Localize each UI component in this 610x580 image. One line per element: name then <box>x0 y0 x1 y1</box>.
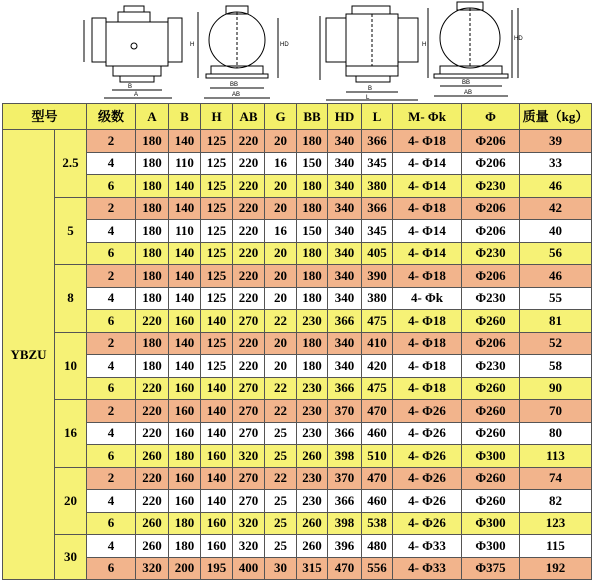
cell-b: 140 <box>169 175 201 198</box>
table-row <box>3 557 592 580</box>
label-HD-1: HD <box>280 42 289 48</box>
cell-ab: 220 <box>233 242 265 265</box>
cell-bb: 180 <box>297 265 328 288</box>
cell-ab: 220 <box>233 265 265 288</box>
cell-m: 4- Φ14 <box>393 242 462 265</box>
cell-g: 25 <box>265 490 297 513</box>
cell-a: 220 <box>136 467 169 490</box>
cell-phi: Φ230 <box>462 355 520 378</box>
cell-m: 4- Φ18 <box>393 130 462 153</box>
size-cell: 10 <box>55 332 87 400</box>
cell-poles: 4 <box>87 152 136 175</box>
cell-hd: 340 <box>328 355 362 378</box>
cell-h: 140 <box>201 310 233 333</box>
cell-l: 345 <box>362 152 393 175</box>
cell-ab: 220 <box>233 175 265 198</box>
cell-m: 4- Φ33 <box>393 535 462 558</box>
cell-ab: 400 <box>233 557 265 580</box>
cell-poles: 4 <box>87 355 136 378</box>
cell-poles: 4 <box>87 220 136 243</box>
cell-h: 125 <box>201 220 233 243</box>
cell-ab: 270 <box>233 377 265 400</box>
cell-ab: 320 <box>233 512 265 535</box>
size-cell: 16 <box>55 400 87 468</box>
size-cell: 20 <box>55 467 87 535</box>
cell-mass: 70 <box>520 400 592 423</box>
cell-bb: 180 <box>297 242 328 265</box>
cell-a: 260 <box>136 445 169 468</box>
cell-poles: 4 <box>87 287 136 310</box>
cell-mass: 55 <box>520 287 592 310</box>
drawing-side-view-1 <box>84 6 182 98</box>
cell-g: 25 <box>265 445 297 468</box>
cell-hd: 340 <box>328 220 362 243</box>
cell-poles: 6 <box>87 557 136 580</box>
cell-ab: 270 <box>233 467 265 490</box>
cell-phi: Φ300 <box>462 512 520 535</box>
cell-phi: Φ260 <box>462 422 520 445</box>
cell-phi: Φ206 <box>462 332 520 355</box>
table-row <box>3 332 592 355</box>
table-row <box>3 265 592 288</box>
cell-a: 180 <box>136 332 169 355</box>
cell-b: 140 <box>169 130 201 153</box>
cell-h: 125 <box>201 265 233 288</box>
cell-mass: 39 <box>520 130 592 153</box>
cell-mass: 115 <box>520 535 592 558</box>
cell-bb: 180 <box>297 197 328 220</box>
cell-b: 160 <box>169 377 201 400</box>
cell-ab: 220 <box>233 130 265 153</box>
cell-h: 125 <box>201 152 233 175</box>
cell-mass: 123 <box>520 512 592 535</box>
column-header: Φ <box>462 104 520 130</box>
cell-mass: 74 <box>520 467 592 490</box>
cell-g: 16 <box>265 220 297 243</box>
cell-poles: 2 <box>87 265 136 288</box>
label-L-2: L <box>366 95 370 101</box>
column-header: L <box>362 104 393 130</box>
cell-mass: 90 <box>520 377 592 400</box>
cell-mass: 40 <box>520 220 592 243</box>
cell-bb: 180 <box>297 332 328 355</box>
column-header: BB <box>297 104 328 130</box>
cell-hd: 366 <box>328 377 362 400</box>
cell-h: 160 <box>201 512 233 535</box>
cell-bb: 260 <box>297 512 328 535</box>
cell-poles: 2 <box>87 197 136 220</box>
label-BB-1: BB <box>230 82 239 88</box>
label-H-2: H <box>422 42 427 48</box>
cell-bb: 315 <box>297 557 328 580</box>
cell-mass: 42 <box>520 197 592 220</box>
size-cell: 2.5 <box>55 130 87 198</box>
cell-mass: 46 <box>520 175 592 198</box>
cell-a: 180 <box>136 175 169 198</box>
cell-b: 180 <box>169 445 201 468</box>
cell-poles: 4 <box>87 422 136 445</box>
cell-h: 195 <box>201 557 233 580</box>
cell-b: 140 <box>169 197 201 220</box>
cell-ab: 220 <box>233 332 265 355</box>
table-row <box>3 535 592 558</box>
table-row <box>3 445 592 468</box>
cell-g: 22 <box>265 467 297 490</box>
table-row <box>3 400 592 423</box>
cell-phi: Φ375 <box>462 557 520 580</box>
cell-ab: 220 <box>233 197 265 220</box>
cell-h: 140 <box>201 467 233 490</box>
cell-poles: 6 <box>87 445 136 468</box>
cell-hd: 366 <box>328 422 362 445</box>
cell-mass: 82 <box>520 490 592 513</box>
cell-phi: Φ206 <box>462 130 520 153</box>
table-row <box>3 287 592 310</box>
label-H-1: H <box>190 42 195 48</box>
cell-g: 20 <box>265 355 297 378</box>
cell-b: 140 <box>169 265 201 288</box>
cell-g: 20 <box>265 265 297 288</box>
cell-a: 320 <box>136 557 169 580</box>
cell-mass: 52 <box>520 332 592 355</box>
table-row <box>3 197 592 220</box>
cell-hd: 366 <box>328 490 362 513</box>
cell-m: 4- Φ26 <box>393 445 462 468</box>
cell-l: 380 <box>362 287 393 310</box>
cell-a: 180 <box>136 130 169 153</box>
cell-poles: 4 <box>87 490 136 513</box>
cell-h: 140 <box>201 377 233 400</box>
cell-l: 390 <box>362 265 393 288</box>
cell-bb: 230 <box>297 490 328 513</box>
label-AB-2: AB <box>464 90 473 96</box>
label-B-2: B <box>368 86 373 92</box>
cell-b: 180 <box>169 535 201 558</box>
cell-g: 22 <box>265 377 297 400</box>
table-row <box>3 175 592 198</box>
cell-l: 556 <box>362 557 393 580</box>
cell-poles: 6 <box>87 512 136 535</box>
cell-l: 510 <box>362 445 393 468</box>
cell-m: 4- Φ33 <box>393 557 462 580</box>
cell-poles: 2 <box>87 332 136 355</box>
cell-a: 180 <box>136 152 169 175</box>
cell-l: 366 <box>362 197 393 220</box>
cell-a: 180 <box>136 355 169 378</box>
cell-phi: Φ260 <box>462 310 520 333</box>
cell-h: 125 <box>201 332 233 355</box>
label-BB-2: BB <box>462 80 471 86</box>
cell-a: 180 <box>136 287 169 310</box>
cell-a: 220 <box>136 310 169 333</box>
cell-b: 140 <box>169 355 201 378</box>
cell-hd: 340 <box>328 197 362 220</box>
cell-l: 475 <box>362 377 393 400</box>
cell-a: 180 <box>136 197 169 220</box>
cell-g: 20 <box>265 332 297 355</box>
table-row <box>3 467 592 490</box>
cell-mass: 192 <box>520 557 592 580</box>
cell-l: 480 <box>362 535 393 558</box>
cell-a: 260 <box>136 535 169 558</box>
cell-g: 16 <box>265 152 297 175</box>
cell-b: 160 <box>169 422 201 445</box>
cell-h: 125 <box>201 175 233 198</box>
cell-mass: 33 <box>520 152 592 175</box>
cell-ab: 270 <box>233 422 265 445</box>
cell-mass: 46 <box>520 265 592 288</box>
cell-h: 160 <box>201 445 233 468</box>
cell-m: 4- Φ18 <box>393 197 462 220</box>
column-header: HD <box>328 104 362 130</box>
cell-b: 140 <box>169 242 201 265</box>
cell-l: 345 <box>362 220 393 243</box>
cell-g: 20 <box>265 130 297 153</box>
cell-b: 110 <box>169 152 201 175</box>
cell-ab: 270 <box>233 400 265 423</box>
cell-h: 140 <box>201 422 233 445</box>
cell-m: 4- Φ14 <box>393 152 462 175</box>
cell-a: 220 <box>136 377 169 400</box>
cell-hd: 396 <box>328 535 362 558</box>
column-header: H <box>201 104 233 130</box>
size-cell: 8 <box>55 265 87 333</box>
cell-l: 410 <box>362 332 393 355</box>
cell-ab: 220 <box>233 152 265 175</box>
cell-b: 160 <box>169 490 201 513</box>
cell-g: 20 <box>265 242 297 265</box>
cell-bb: 180 <box>297 355 328 378</box>
cell-ab: 220 <box>233 355 265 378</box>
cell-hd: 340 <box>328 242 362 265</box>
cell-poles: 2 <box>87 467 136 490</box>
cell-phi: Φ260 <box>462 467 520 490</box>
cell-phi: Φ230 <box>462 242 520 265</box>
label-HD-2: HD <box>514 36 523 42</box>
cell-m: 4- Φ18 <box>393 355 462 378</box>
cell-bb: 180 <box>297 175 328 198</box>
cell-hd: 340 <box>328 152 362 175</box>
cell-m: 4- Φ14 <box>393 175 462 198</box>
cell-l: 460 <box>362 422 393 445</box>
cell-phi: Φ206 <box>462 265 520 288</box>
cell-g: 20 <box>265 175 297 198</box>
cell-b: 200 <box>169 557 201 580</box>
label-B-1: B <box>128 84 133 90</box>
cell-hd: 398 <box>328 512 362 535</box>
column-header: A <box>136 104 169 130</box>
cell-b: 140 <box>169 287 201 310</box>
cell-poles: 6 <box>87 175 136 198</box>
cell-l: 475 <box>362 310 393 333</box>
cell-m: 4- Φ26 <box>393 467 462 490</box>
cell-m: 4- Φ18 <box>393 265 462 288</box>
cell-a: 220 <box>136 490 169 513</box>
table-header <box>3 104 592 130</box>
cell-bb: 230 <box>297 310 328 333</box>
cell-b: 160 <box>169 310 201 333</box>
cell-h: 160 <box>201 535 233 558</box>
cell-hd: 340 <box>328 332 362 355</box>
cell-ab: 220 <box>233 287 265 310</box>
cell-h: 125 <box>201 242 233 265</box>
column-header: M- Φk <box>393 104 462 130</box>
cell-g: 20 <box>265 197 297 220</box>
table-row <box>3 512 592 535</box>
cell-poles: 2 <box>87 130 136 153</box>
cell-m: 4- Φ26 <box>393 490 462 513</box>
cell-h: 140 <box>201 400 233 423</box>
cell-hd: 340 <box>328 265 362 288</box>
cell-l: 420 <box>362 355 393 378</box>
cell-ab: 320 <box>233 535 265 558</box>
column-header: B <box>169 104 201 130</box>
table-row <box>3 242 592 265</box>
cell-bb: 150 <box>297 152 328 175</box>
cell-mass: 58 <box>520 355 592 378</box>
size-cell: 30 <box>55 535 87 580</box>
cell-ab: 320 <box>233 445 265 468</box>
cell-m: 4- Φ26 <box>393 512 462 535</box>
cell-h: 125 <box>201 197 233 220</box>
cell-poles: 2 <box>87 400 136 423</box>
cell-hd: 366 <box>328 310 362 333</box>
cell-mass: 81 <box>520 310 592 333</box>
cell-g: 22 <box>265 310 297 333</box>
cell-poles: 6 <box>87 377 136 400</box>
cell-b: 160 <box>169 467 201 490</box>
table-row <box>3 152 592 175</box>
cell-l: 366 <box>362 130 393 153</box>
cell-phi: Φ300 <box>462 445 520 468</box>
cell-g: 30 <box>265 557 297 580</box>
cell-bb: 230 <box>297 422 328 445</box>
cell-mass: 56 <box>520 242 592 265</box>
cell-b: 180 <box>169 512 201 535</box>
cell-bb: 260 <box>297 445 328 468</box>
cell-b: 140 <box>169 332 201 355</box>
column-header: 质量（kg） <box>520 104 592 130</box>
cell-l: 470 <box>362 400 393 423</box>
label-A-1: A <box>134 92 139 98</box>
dimension-drawings <box>0 0 610 103</box>
cell-ab: 270 <box>233 310 265 333</box>
cell-poles: 4 <box>87 535 136 558</box>
cell-a: 260 <box>136 512 169 535</box>
cell-hd: 340 <box>328 130 362 153</box>
cell-bb: 230 <box>297 467 328 490</box>
table-row <box>3 130 592 153</box>
cell-phi: Φ260 <box>462 400 520 423</box>
cell-m: 4- Φ26 <box>393 422 462 445</box>
cell-hd: 340 <box>328 175 362 198</box>
cell-a: 180 <box>136 265 169 288</box>
cell-phi: Φ206 <box>462 152 520 175</box>
label-AB-1: AB <box>232 92 241 98</box>
cell-a: 220 <box>136 422 169 445</box>
cell-m: 4- Φk <box>393 287 462 310</box>
cell-phi: Φ206 <box>462 197 520 220</box>
cell-bb: 180 <box>297 130 328 153</box>
cell-phi: Φ300 <box>462 535 520 558</box>
cell-hd: 470 <box>328 557 362 580</box>
cell-m: 4- Φ26 <box>393 400 462 423</box>
model-cell: YBZU <box>3 130 55 580</box>
cell-hd: 370 <box>328 467 362 490</box>
table-row <box>3 490 592 513</box>
cell-phi: Φ230 <box>462 287 520 310</box>
cell-g: 25 <box>265 535 297 558</box>
cell-mass: 80 <box>520 422 592 445</box>
cell-hd: 340 <box>328 287 362 310</box>
cell-b: 160 <box>169 400 201 423</box>
cell-a: 180 <box>136 242 169 265</box>
cell-g: 20 <box>265 287 297 310</box>
cell-bb: 230 <box>297 400 328 423</box>
table-row <box>3 310 592 333</box>
cell-m: 4- Φ18 <box>393 332 462 355</box>
cell-poles: 6 <box>87 242 136 265</box>
cell-m: 4- Φ18 <box>393 377 462 400</box>
cell-ab: 220 <box>233 220 265 243</box>
cell-h: 125 <box>201 130 233 153</box>
cell-mass: 113 <box>520 445 592 468</box>
cell-h: 125 <box>201 355 233 378</box>
cell-phi: Φ206 <box>462 220 520 243</box>
table-row <box>3 377 592 400</box>
cell-h: 125 <box>201 287 233 310</box>
column-header: AB <box>233 104 265 130</box>
cell-m: 4- Φ18 <box>393 310 462 333</box>
cell-l: 470 <box>362 467 393 490</box>
size-cell: 5 <box>55 197 87 265</box>
cell-bb: 180 <box>297 287 328 310</box>
spec-table <box>2 103 592 580</box>
cell-g: 25 <box>265 422 297 445</box>
cell-bb: 260 <box>297 535 328 558</box>
cell-l: 380 <box>362 175 393 198</box>
drawing-end-view-2 <box>428 2 518 96</box>
cell-a: 220 <box>136 400 169 423</box>
cell-poles: 6 <box>87 310 136 333</box>
cell-g: 25 <box>265 512 297 535</box>
table-row <box>3 355 592 378</box>
column-header: 型号 <box>3 104 87 130</box>
cell-hd: 370 <box>328 400 362 423</box>
cell-bb: 230 <box>297 377 328 400</box>
cell-ab: 270 <box>233 490 265 513</box>
cell-hd: 398 <box>328 445 362 468</box>
cell-l: 538 <box>362 512 393 535</box>
cell-a: 180 <box>136 220 169 243</box>
cell-bb: 150 <box>297 220 328 243</box>
cell-l: 405 <box>362 242 393 265</box>
cell-g: 22 <box>265 400 297 423</box>
table-row <box>3 220 592 243</box>
table-row <box>3 422 592 445</box>
cell-phi: Φ230 <box>462 175 520 198</box>
cell-phi: Φ260 <box>462 490 520 513</box>
column-header: 级数 <box>87 104 136 130</box>
cell-l: 460 <box>362 490 393 513</box>
cell-b: 110 <box>169 220 201 243</box>
column-header: G <box>265 104 297 130</box>
cell-phi: Φ260 <box>462 377 520 400</box>
cell-m: 4- Φ14 <box>393 220 462 243</box>
cell-h: 140 <box>201 490 233 513</box>
